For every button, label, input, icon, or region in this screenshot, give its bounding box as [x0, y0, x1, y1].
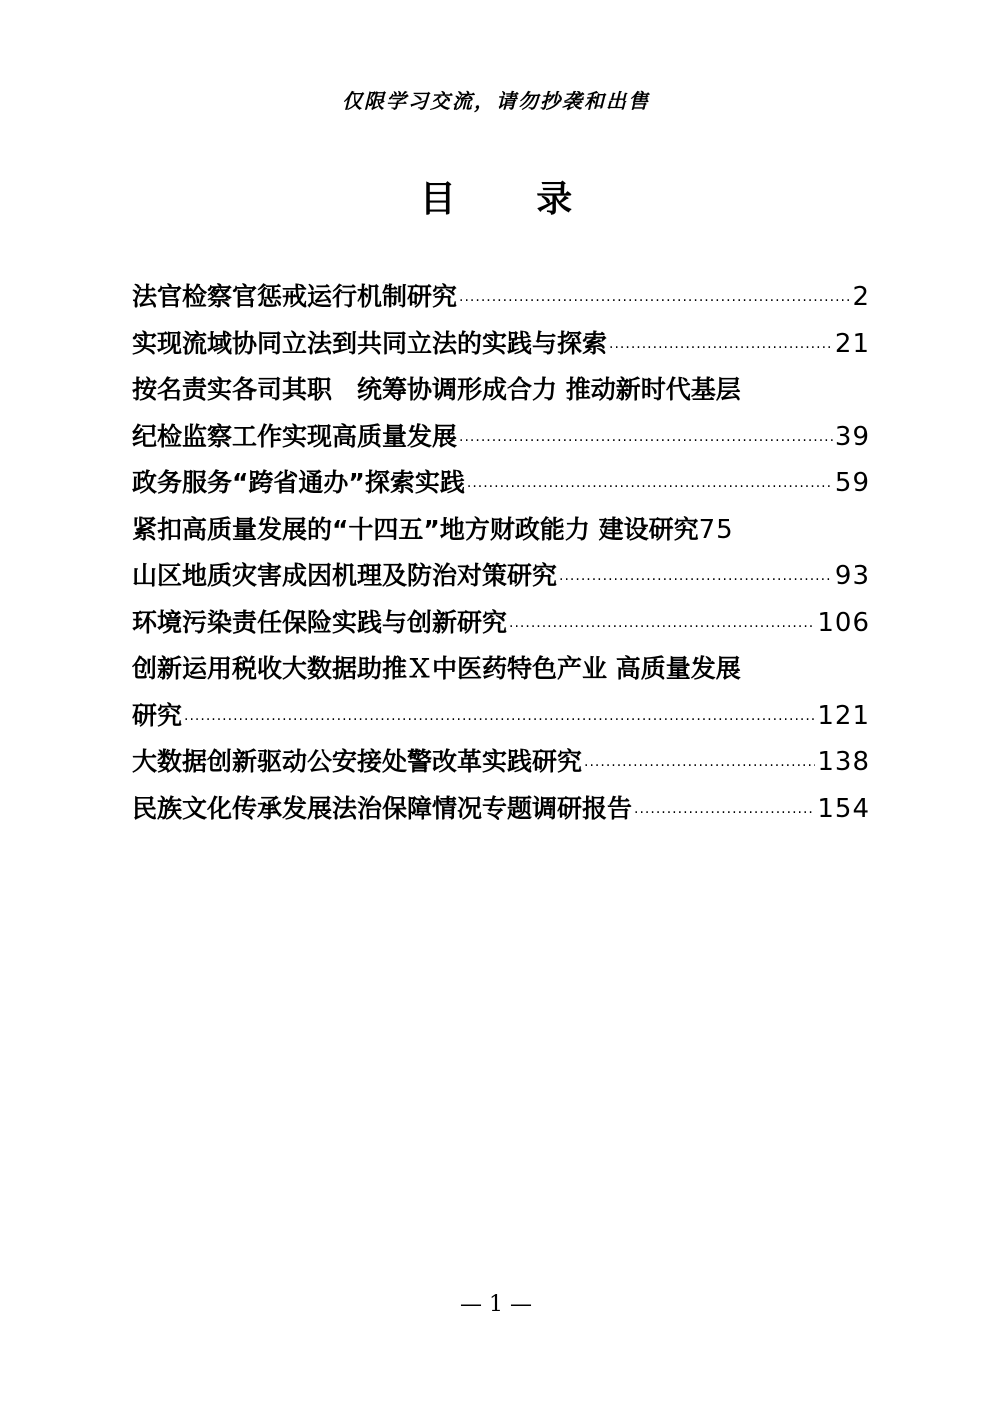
toc-title: 目 录: [419, 179, 607, 220]
toc-entry[interactable]: [132, 553, 870, 600]
toc-entry-title: 紧扣高质量发展的“十四五”地方财政能力 建设研究: [132, 514, 699, 544]
toc-entry[interactable]: [132, 786, 870, 833]
toc-entry-page: 138: [817, 747, 870, 777]
toc-entry-title: 实现流域协同立法到共同立法的实践与探索: [132, 328, 608, 358]
toc-entry-page: 39: [834, 421, 870, 452]
toc-entry-page: 2: [852, 282, 870, 312]
toc-leader-dots: [609, 325, 833, 372]
toc-leader-dots: [467, 464, 833, 511]
toc-entry[interactable]: [132, 507, 870, 554]
toc-entry[interactable]: [132, 693, 870, 740]
header-note: 仅限学习交流，请勿抄袭和出售: [342, 89, 650, 113]
toc-entry-page: 21: [834, 328, 870, 359]
toc-leader-dots: [584, 743, 815, 790]
toc-entry-page: 106: [817, 607, 870, 638]
toc-entry-title: 民族文化传承发展法治保障情况专题调研报告: [132, 793, 633, 823]
toc-entry[interactable]: [132, 460, 870, 507]
page-number: — 1 —: [460, 1292, 532, 1317]
toc-entry-title: 山区地质灾害成因机理及防治对策研究: [132, 561, 558, 590]
toc-entry-title: 纪检监察工作实现高质量发展: [132, 421, 458, 451]
toc-entry-title: 创新运用税收大数据助推Ｘ中医药特色产业 高质量发展: [132, 654, 741, 683]
toc-entry-page: 59: [834, 468, 870, 498]
toc-leader-dots: [634, 790, 815, 837]
toc-leader-dots: [184, 697, 815, 744]
toc-entry-title: 大数据创新驱动公安接处警改革实践研究: [132, 747, 583, 776]
toc-leader-dots: [509, 604, 815, 651]
toc-leader-dots: [459, 278, 850, 325]
toc-entry[interactable]: [132, 321, 870, 368]
toc-entry-title: 按名责实各司其职 统筹协调形成合力 推动新时代基层: [132, 375, 741, 404]
toc-leader-dots: [559, 557, 833, 604]
toc-entry-title: 政务服务“跨省通办”探索实践: [132, 468, 465, 497]
toc-entry[interactable]: [132, 414, 870, 461]
toc-entry[interactable]: [132, 646, 870, 693]
toc-entry-title: 法官检察官惩戒运行机制研究: [132, 282, 458, 311]
toc-entry-page: 93: [834, 561, 870, 591]
toc-list: [132, 274, 870, 832]
toc-entry[interactable]: [132, 739, 870, 786]
toc-entry[interactable]: [132, 367, 870, 414]
toc-leader-dots: [459, 418, 833, 465]
toc-entry-title: 研究: [132, 700, 183, 730]
toc-entry-page: 154: [817, 793, 870, 824]
toc-entry-title: 环境污染责任保险实践与创新研究: [132, 607, 508, 637]
toc-entry[interactable]: [132, 600, 870, 647]
toc-entry-page: 121: [817, 700, 870, 731]
toc-entry[interactable]: [132, 274, 870, 321]
toc-entry-page: 75: [698, 514, 734, 545]
